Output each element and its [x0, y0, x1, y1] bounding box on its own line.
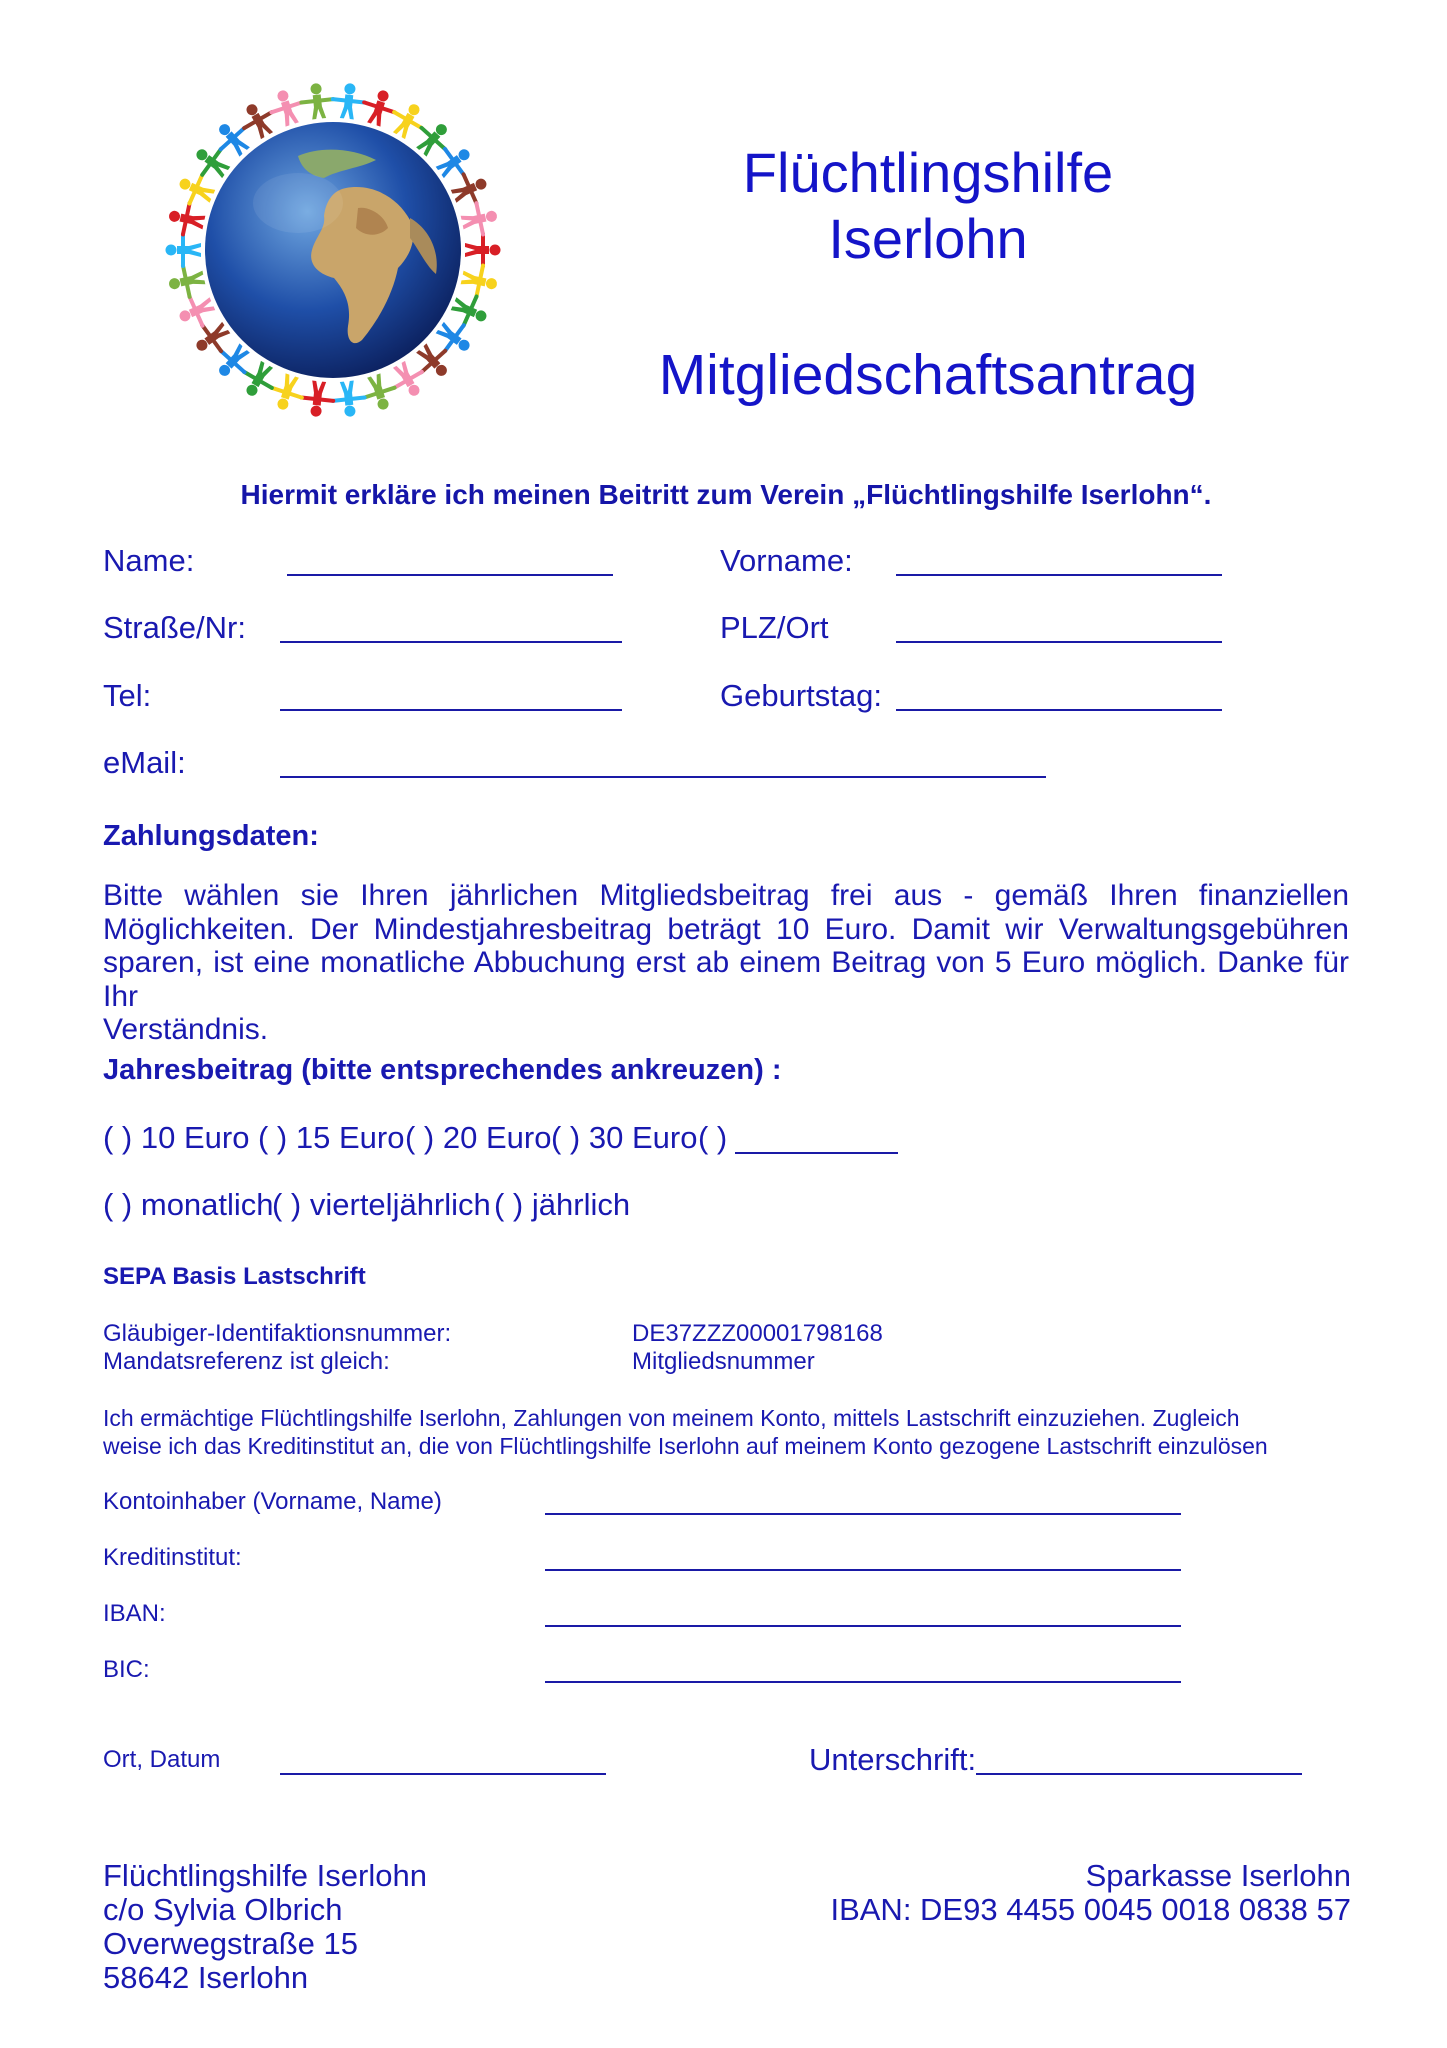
payment-intro-line: Bitte wählen sie Ihren jährlichen Mitgliedsbeitrag frei aus - gemäß Ihren finanziellen — [103, 879, 1349, 912]
person-figure-icon — [331, 380, 367, 418]
amount-option-15[interactable]: ( ) 15 Euro — [258, 1120, 405, 1155]
declaration-text: Hiermit erkläre ich meinen Beitritt zum Verein „Flüchtlingshilfe Iserlohn“. — [240, 479, 1212, 510]
person-figure-icon — [465, 234, 501, 266]
sepa-heading: SEPA Basis Lastschrift — [103, 1263, 366, 1290]
person-figure-icon — [459, 200, 500, 239]
person-figure-icon — [459, 262, 500, 301]
person-figure-icon — [166, 262, 207, 301]
plzort-label: PLZ/Ort — [720, 610, 829, 645]
person-figure-icon — [300, 380, 336, 418]
mandate-label: Mandatsreferenz ist gleich: — [103, 1348, 390, 1375]
person-figure-icon — [166, 234, 202, 266]
vorname-field[interactable] — [896, 574, 1222, 576]
person-figure-icon — [331, 82, 367, 121]
strasse-label: Straße/Nr: — [103, 610, 246, 645]
person-figure-icon — [173, 167, 218, 211]
payment-heading: Zahlungsdaten: — [103, 820, 319, 852]
bic-field[interactable] — [545, 1681, 1181, 1683]
amount-option-10[interactable]: ( ) 10 Euro — [103, 1120, 250, 1155]
tel-label: Tel: — [103, 678, 152, 713]
frequency-option-quarterly[interactable]: ( ) vierteljährlich — [272, 1187, 491, 1222]
amount-option-30[interactable]: ( ) 30 Euro — [551, 1120, 698, 1155]
authorization-line: Ich ermächtige Flüchtlingshilfe Iserlohn, Zahlungen von meinem Konto, mittels Lastschrift einzuziehen. Zugleich — [103, 1405, 1240, 1431]
email-field[interactable] — [280, 776, 1046, 778]
payment-intro-line: Verständnis. — [103, 1013, 269, 1046]
signature-label: Unterschrift: — [809, 1742, 977, 1777]
tel-field[interactable] — [280, 709, 622, 711]
mandate-value: Mitgliedsnummer — [632, 1348, 815, 1375]
account-holder-label: Kontoinhaber (Vorname, Name) — [103, 1488, 442, 1515]
org-name-line1: Flüchtlingshilfe — [742, 141, 1114, 204]
footer-address-line: Overwegstraße 15 — [103, 1926, 358, 1961]
email-label: eMail: — [103, 745, 186, 780]
iban-field[interactable] — [545, 1625, 1181, 1627]
bank-field[interactable] — [545, 1569, 1181, 1571]
annual-fee-heading: Jahresbeitrag (bitte entsprechendes ankreuzen) : — [103, 1054, 782, 1086]
signature-field[interactable] — [976, 1773, 1302, 1775]
strasse-field[interactable] — [280, 641, 622, 643]
footer-bank-iban: IBAN: DE93 4455 0045 0018 0838 57 — [830, 1892, 1351, 1927]
amount-option-20[interactable]: ( ) 20 Euro — [405, 1120, 552, 1155]
person-figure-icon — [166, 200, 207, 239]
bic-label: BIC: — [103, 1656, 150, 1683]
bank-label: Kreditinstitut: — [103, 1544, 242, 1571]
name-label: Name: — [103, 543, 195, 578]
person-figure-icon — [173, 289, 218, 333]
logo — [148, 78, 518, 418]
person-figure-icon — [266, 86, 307, 130]
authorization-line: weise ich das Kreditinstitut an, die von Flüchtlingshilfe Iserlohn auf meinem Konto gezogene Lastschrift einzulösen — [103, 1433, 1268, 1459]
custom-amount-field[interactable] — [735, 1152, 898, 1154]
footer-address-line: 58642 Iserlohn — [103, 1960, 309, 1995]
globe-with-people-ring-icon — [148, 78, 518, 418]
footer-address-line: c/o Sylvia Olbrich — [103, 1892, 343, 1927]
person-figure-icon — [300, 82, 336, 121]
plzort-field[interactable] — [896, 641, 1222, 643]
frequency-option-monthly[interactable]: ( ) monatlich — [103, 1187, 274, 1222]
form-title: Mitgliedschaftsantrag — [658, 343, 1198, 407]
person-figure-icon — [266, 371, 307, 415]
payment-intro-line: Möglichkeiten. Der Mindestjahresbeitrag beträgt 10 Euro. Damit wir Verwaltungsgebühren — [103, 912, 1349, 946]
geburtstag-label: Geburtstag: — [720, 678, 882, 713]
creditor-id-label: Gläubiger-Identifaktionsnummer: — [103, 1320, 452, 1347]
payment-intro-line: sparen, ist eine monatliche Abbuchung erst ab einem Beitrag von 5 Euro möglich. Danke für Ihr — [103, 946, 1349, 1013]
person-figure-icon — [447, 167, 492, 211]
person-figure-icon — [359, 86, 400, 130]
amount-option-custom[interactable]: ( ) — [698, 1120, 728, 1155]
frequency-option-yearly[interactable]: ( ) jährlich — [494, 1187, 631, 1222]
iban-label: IBAN: — [103, 1600, 166, 1627]
geburtstag-field[interactable] — [896, 709, 1222, 711]
person-figure-icon — [359, 371, 400, 415]
footer-bank-name: Sparkasse Iserlohn — [1085, 1858, 1351, 1893]
payment-intro — [103, 879, 1349, 1047]
creditor-id-value: DE37ZZZ00001798168 — [632, 1320, 883, 1347]
vorname-label: Vorname: — [720, 543, 853, 578]
name-field[interactable] — [287, 574, 613, 576]
person-figure-icon — [447, 289, 492, 333]
footer-address-line: Flüchtlingshilfe Iserlohn — [103, 1858, 427, 1893]
org-name-line2: Iserlohn — [828, 207, 1028, 270]
place-date-field[interactable] — [280, 1773, 606, 1775]
place-date-label: Ort, Datum — [103, 1746, 221, 1773]
account-holder-field[interactable] — [545, 1513, 1181, 1515]
